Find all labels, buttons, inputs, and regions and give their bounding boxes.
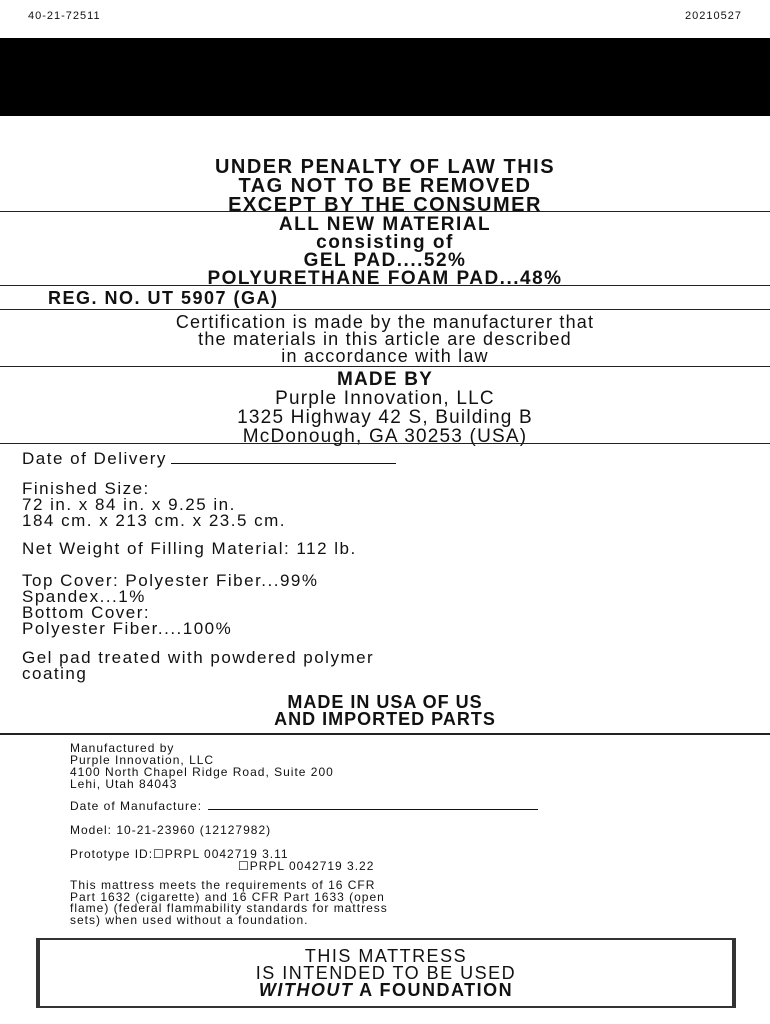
header-right-code: 20210527 [685, 10, 742, 22]
cert-line-2: the materials in this article are described [198, 329, 572, 349]
gel-treatment [22, 650, 374, 682]
cfr-line-2: Part 1632 (cigarette) and 16 CFR Part 1633 (open [70, 889, 385, 904]
divider [0, 309, 770, 310]
made-by-address-2: McDonough, GA 30253 (USA) [242, 426, 528, 447]
notice-line-1: THIS MATTRESS [304, 946, 468, 966]
notice-without: WITHOUT [258, 980, 354, 1000]
cfr-compliance [70, 880, 388, 926]
origin-line-1: MADE IN USA OF US [287, 692, 483, 712]
finished-size-label: Finished Size: [22, 479, 150, 498]
made-by-section [0, 370, 770, 446]
penalty-notice [0, 158, 770, 215]
model-number: Model: 10-21-23960 (12127982) [70, 823, 272, 837]
registration-number: REG. NO. UT 5907 (GA) [48, 288, 279, 308]
mfg-line-1: Manufactured by [70, 741, 175, 755]
divider [0, 366, 770, 367]
header-left-code: 40-21-72511 [28, 10, 101, 22]
cert-line-1: Certification is made by the manufacturer that [175, 312, 595, 332]
finished-size-cm: 184 cm. x 213 cm. x 23.5 cm. [22, 511, 287, 530]
mfg-line-3: 4100 North Chapel Ridge Road, Suite 200 [70, 765, 334, 779]
made-by-company: Purple Innovation, LLC [275, 388, 495, 409]
date-of-delivery-label: Date of Delivery [22, 449, 167, 468]
mfg-line-4: Lehi, Utah 84043 [70, 777, 178, 791]
divider [0, 733, 770, 735]
certification-statement [0, 314, 770, 365]
penalty-line-2: TAG NOT TO BE REMOVED [238, 175, 532, 197]
penalty-line-3: EXCEPT BY THE CONSUMER [228, 194, 542, 216]
manufacturer-info [70, 742, 334, 790]
finished-size [22, 481, 286, 529]
material-line-4: POLYURETHANE FOAM PAD...48% [207, 268, 563, 289]
notice-foundation: A FOUNDATION [353, 980, 514, 1000]
date-of-manufacture-blank [208, 800, 538, 810]
notice-line-3 [40, 982, 732, 999]
bottom-cover-label: Bottom Cover: [22, 603, 151, 622]
date-of-manufacture [70, 800, 538, 812]
bottom-cover: Polyester Fiber....100% [22, 619, 233, 638]
cover-materials [22, 573, 319, 637]
cfr-line-4: sets) when used without a foundation. [70, 912, 309, 927]
black-band [0, 38, 770, 116]
divider [0, 443, 770, 444]
foundation-notice-box [36, 938, 736, 1008]
cert-line-3: in accordance with law [281, 346, 489, 366]
finished-size-inches: 72 in. x 84 in. x 9.25 in. [22, 495, 236, 514]
made-by-address-1: 1325 Highway 42 S, Building B [237, 407, 533, 428]
gel-line-2: coating [22, 664, 88, 683]
material-line-3: GEL PAD....52% [303, 250, 467, 271]
origin-statement [0, 694, 770, 728]
notice-line-2: IS INTENDED TO BE USED [255, 963, 517, 983]
divider [0, 285, 770, 286]
spandex: Spandex...1% [22, 587, 146, 606]
mfg-line-2: Purple Innovation, LLC [70, 753, 215, 767]
prototype-line-1: Prototype ID:☐PRPL 0042719 3.11 [70, 847, 289, 861]
date-of-manufacture-label: Date of Manufacture: [70, 799, 203, 813]
origin-line-2: AND IMPORTED PARTS [274, 709, 496, 729]
prototype-line-2: ☐PRPL 0042719 3.22 [238, 859, 375, 873]
divider [0, 211, 770, 212]
material-line-2: consisting of [316, 232, 454, 253]
net-weight: Net Weight of Filling Material: 112 lb. [22, 539, 357, 558]
made-by-heading: MADE BY [336, 369, 433, 390]
cfr-line-1: This mattress meets the requirements of 16 CFR [70, 878, 376, 892]
gel-line-1: Gel pad treated with powdered polymer [22, 648, 375, 667]
penalty-line-1: UNDER PENALTY OF LAW THIS [214, 156, 556, 178]
material-line-1: ALL NEW MATERIAL [278, 214, 492, 235]
date-of-delivery [22, 451, 396, 467]
prototype-id [70, 848, 374, 872]
cfr-line-3: flame) (federal flammability standards for mattress [70, 901, 388, 915]
material-content [0, 216, 770, 288]
top-cover: Top Cover: Polyester Fiber...99% [22, 571, 319, 590]
date-of-delivery-blank [171, 452, 396, 464]
